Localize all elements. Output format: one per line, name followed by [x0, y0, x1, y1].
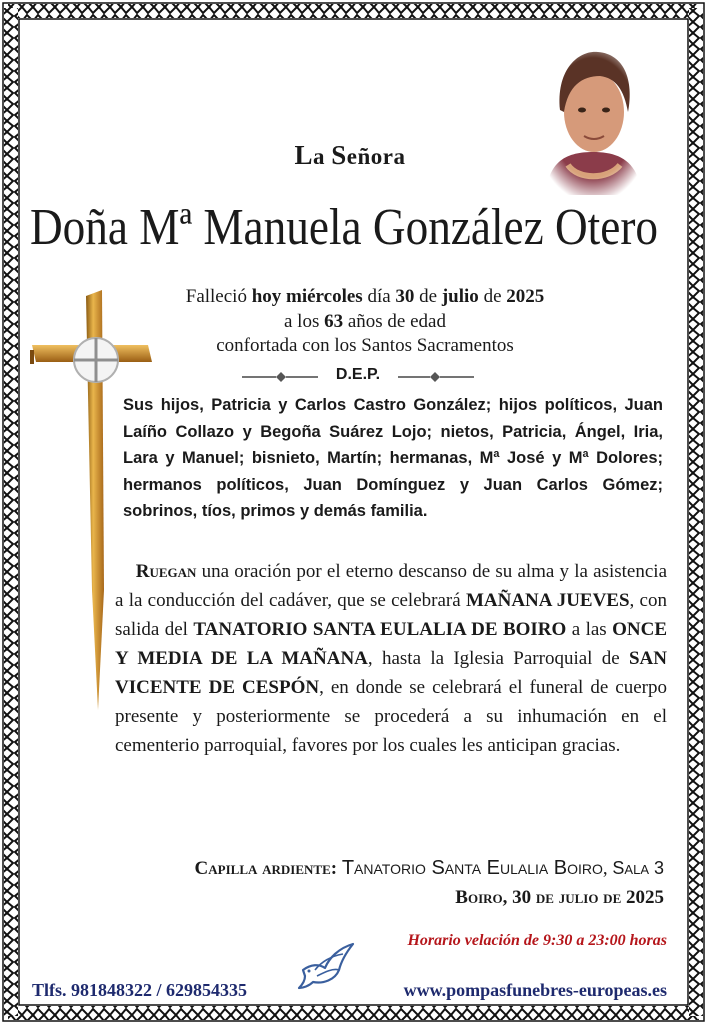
text: hoy miércoles — [251, 286, 363, 307]
title-letter: L — [294, 140, 313, 170]
family-list: Sus hijos, Patricia y Carlos Castro González; hijos políticos, Juan Laíño Collazo y Begoña Suárez Lojo; nietos, Patricia, Ángel, Iria, Lara y Manuel; bisnieto, Martín; hermanas, Mª José y Mª Dolores; hermanos políticos, Juan Domínguez y Juan Carlos Gómez; sobrinos, tíos, primos y demás familia. — [123, 396, 663, 520]
vigil-hours: Horario velación de 9:30 a 23:00 horas — [407, 932, 667, 949]
text: TANATORIO SANTA EULALIA DE BOIRO — [193, 619, 567, 640]
text: , en donde se celebrará el funeral de cuerpo presente y posteriormente se procederá a su inhumación en el cementerio parroquial, favores por los cuales les anticipan gracias. — [115, 677, 667, 756]
text: , con salida del — [115, 590, 667, 640]
capilla-label: Capilla ardiente: — [194, 858, 342, 879]
death-line-1 — [100, 285, 630, 309]
text: , hasta la Iglesia Parroquial de — [367, 648, 629, 669]
text: de — [414, 286, 442, 307]
phone-numbers: Tlfs. 981848322 / 629854335 — [32, 980, 248, 1000]
text: SAN VICENTE DE CESPÓN — [115, 648, 667, 698]
death-line-2 — [100, 310, 630, 334]
website-link[interactable]: www.pompasfunebres-europeas.es — [403, 980, 667, 1000]
text: 63 — [324, 311, 344, 332]
text: Falleció — [185, 286, 252, 307]
deceased-name: Doña Mª Manuela González Otero — [30, 199, 659, 256]
dep-divider — [230, 366, 490, 388]
text: MAÑANA JUEVES — [465, 590, 630, 611]
title-part: a — [313, 144, 332, 169]
capilla-sala: Sala 3 — [612, 858, 664, 878]
text: 30 — [395, 286, 415, 307]
diamond-ornament-icon — [396, 366, 486, 388]
title-letter: S — [331, 140, 347, 170]
text: a las — [566, 619, 613, 640]
text: de — [478, 286, 507, 307]
title-part: eñora — [346, 144, 406, 169]
text: años de edad — [343, 311, 446, 332]
text: ONCE Y MEDIA DE LA MAÑANA — [115, 619, 668, 669]
capilla-ardiente — [195, 857, 664, 880]
text: , — [602, 858, 613, 879]
place-date: Boiro, 30 de julio de 2025 — [455, 887, 664, 908]
text: 2025 — [506, 286, 545, 307]
dep-text: D.E.P. — [335, 366, 381, 383]
text: julio — [441, 286, 479, 307]
text: una oración por el eterno descanso de su alma y la asistencia a la conducción del cadáver, que se celebrará — [115, 561, 667, 611]
text: día — [362, 286, 396, 307]
title-la-senora — [0, 140, 700, 171]
capilla-place: Tanatorio Santa Eulalia Boiro — [341, 857, 603, 879]
text: a los — [284, 311, 325, 332]
diamond-ornament-icon — [230, 366, 320, 388]
ceremony-paragraph — [115, 557, 667, 760]
dove-icon — [295, 940, 357, 992]
text: Ruegan — [135, 561, 197, 582]
death-line-3: confortada con los Santos Sacramentos — [216, 335, 514, 356]
